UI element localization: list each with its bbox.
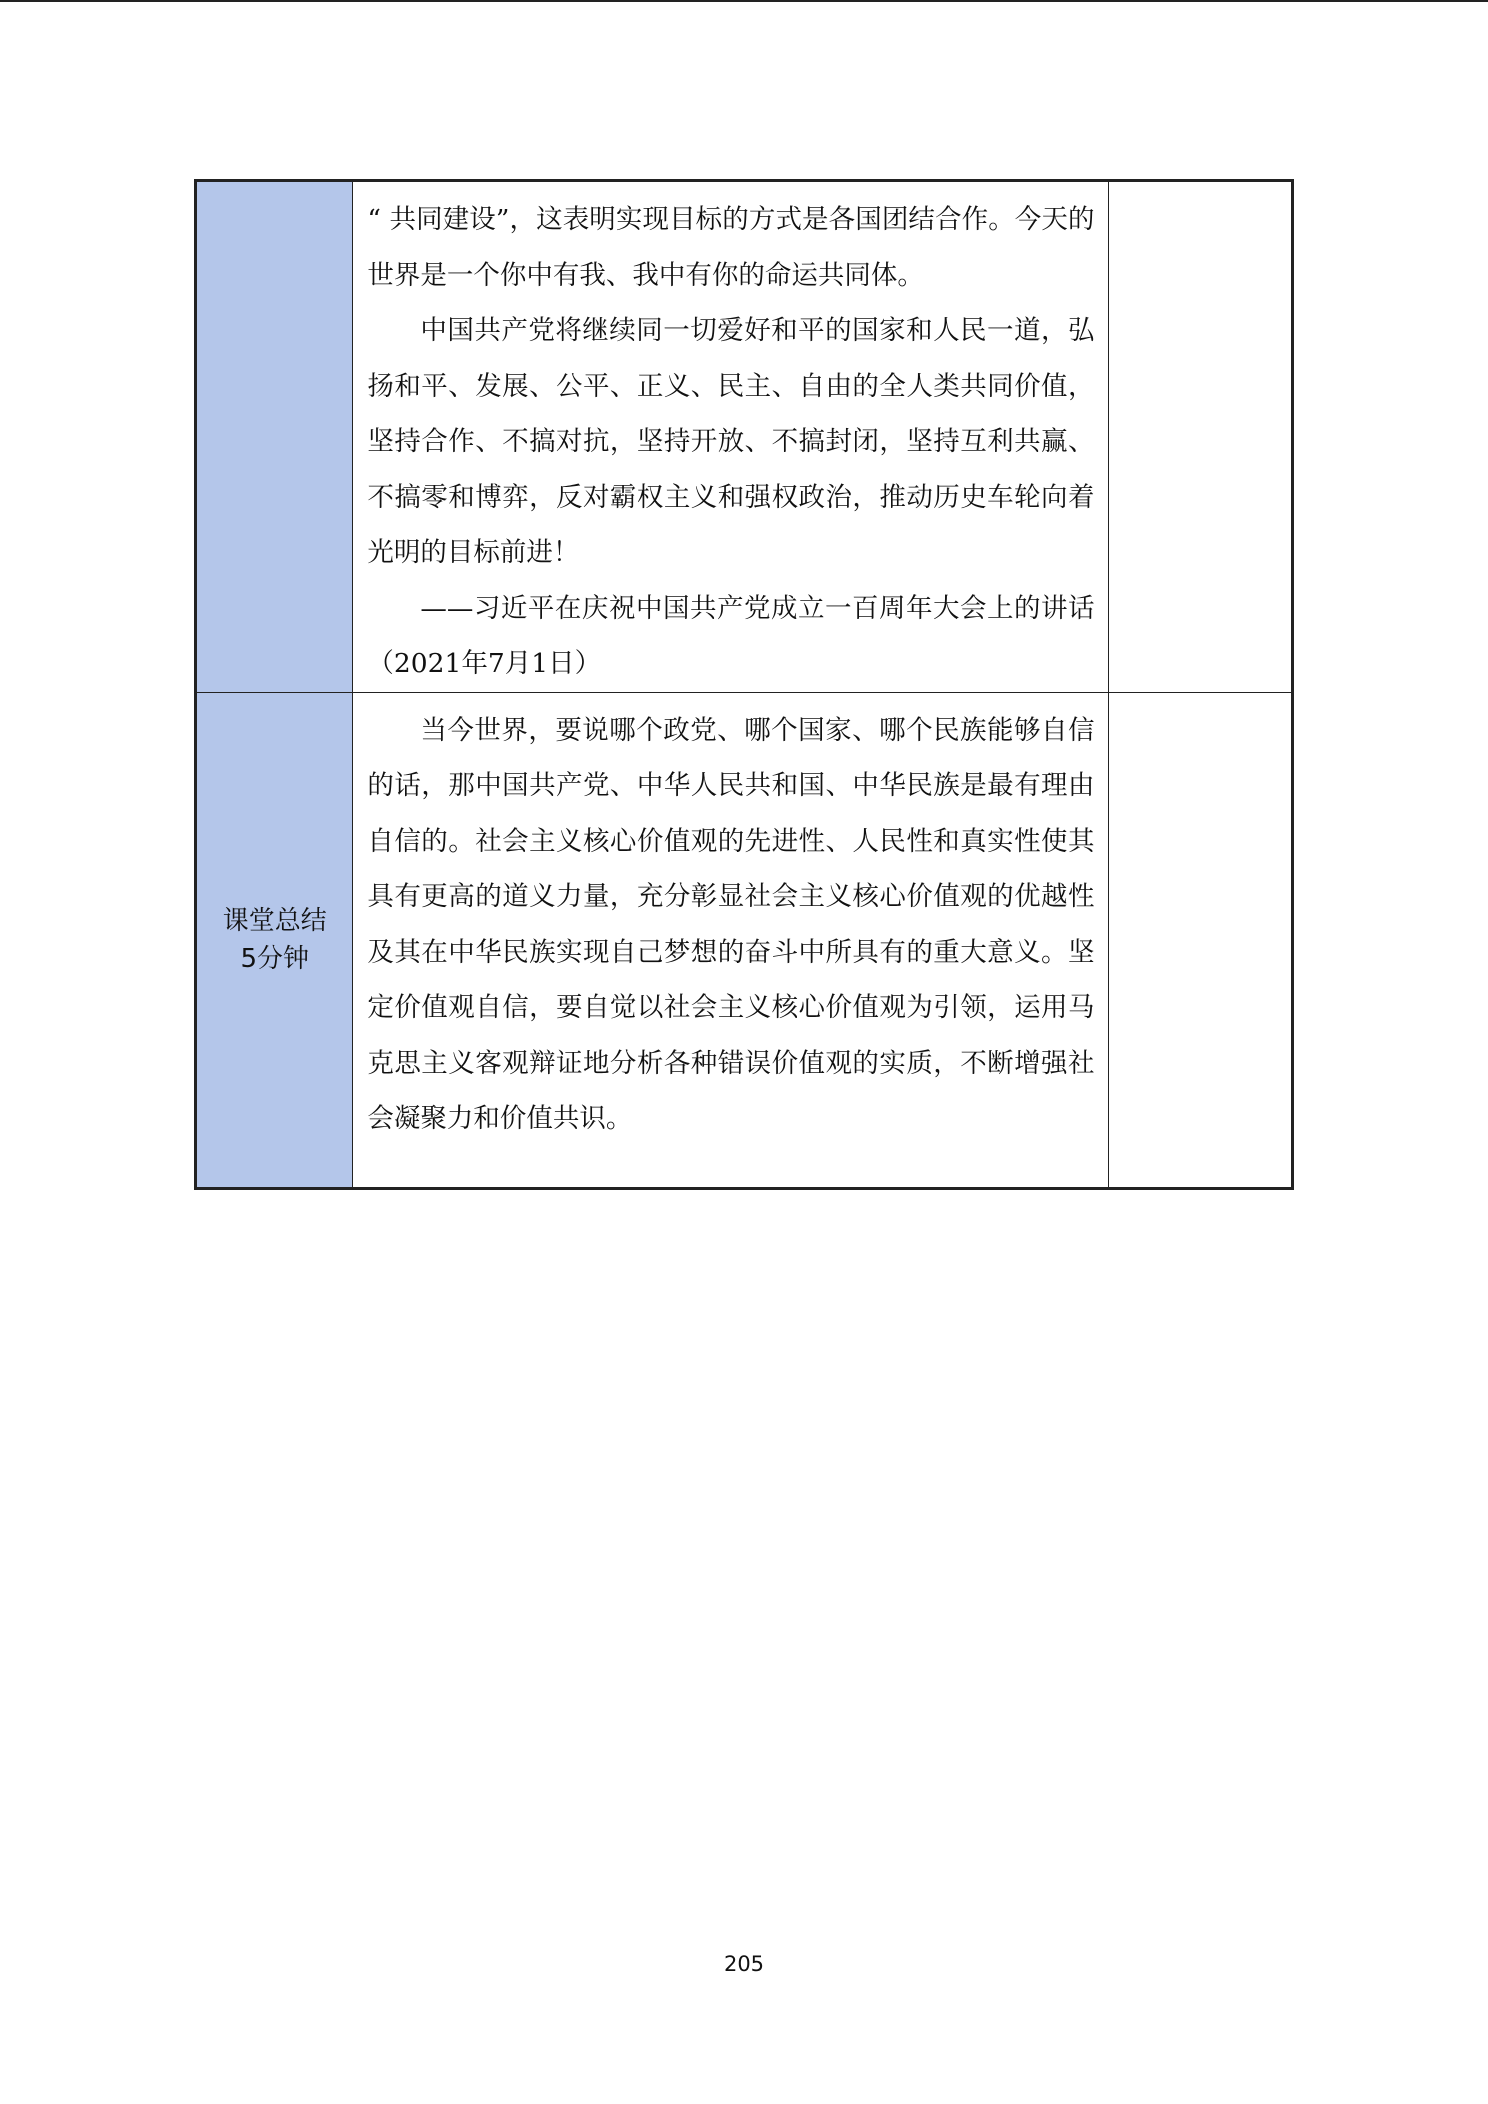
content-paragraph: 中国共产党将继续同一切爱好和平的国家和人民一道，弘扬和平、发展、公平、正义、民主、自由的全人类共同价值，坚持合作、不搞对抗，坚持开放、不搞封闭，坚持互利共赢、不搞零和博弈，反对霸权主义和强权政治，推动历史车轮向着光明的目标前进！: [367, 315, 1095, 568]
quote-attribution: ——习近平在庆祝中国共产党成立一百周年大会上的讲话（2021年7月1日）: [367, 592, 1095, 679]
lesson-plan-table: [194, 179, 1294, 1190]
page-top-rule: [0, 0, 1488, 2]
content-paragraph: “ 共同建设”，这表明实现目标的方式是各国团结合作。今天的世界是一个你中有我、我中有你的命运共同体。: [367, 204, 1095, 291]
note-cell: [1109, 692, 1293, 1188]
table-row: [196, 181, 1293, 693]
note-cell: [1109, 181, 1293, 693]
stage-label-line: 课堂总结: [222, 905, 327, 936]
content-cell: [353, 181, 1109, 693]
content-cell: [353, 692, 1109, 1188]
content-paragraph: 当今世界，要说哪个政党、哪个国家、哪个民族能够自信的话，那中国共产党、中华人民共和国、中华民族是最有理由自信的。社会主义核心价值观的先进性、人民性和真实性使其具有更高的道义力量，充分彰显社会主义核心价值观的优越性及其在中华民族实现自己梦想的奋斗中所具有的重大意义。坚定价值观自信，要自觉以社会主义核心价值观为引领，运用马克思主义客观辩证地分析各种错误价值观的实质，不断增强社会凝聚力和价值共识。: [367, 714, 1095, 1134]
page-number: 205: [723, 1952, 765, 1976]
table-row: [196, 692, 1293, 1188]
stage-label-cell: [196, 692, 353, 1188]
stage-label-cell: [196, 181, 353, 693]
stage-duration-line: 5分钟: [240, 943, 309, 974]
